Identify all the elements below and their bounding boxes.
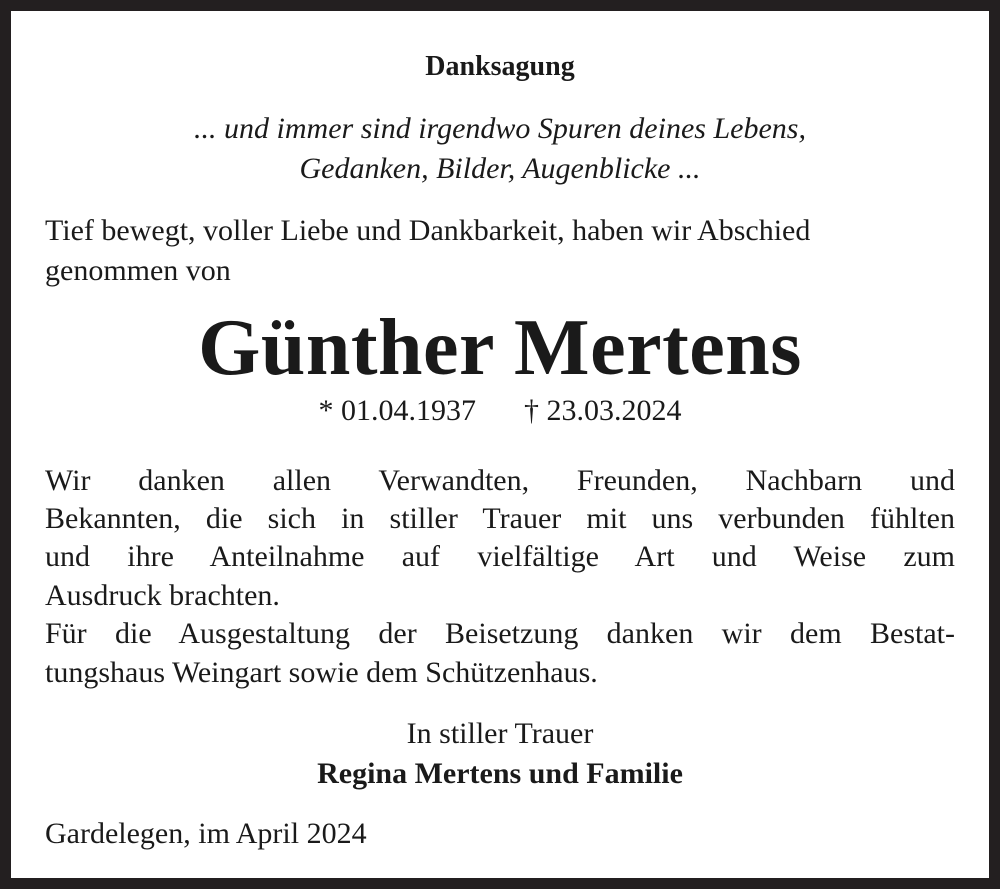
motto-line-2: Gedanken, Bilder, Augenblicke ... [299,152,701,185]
family-signature: Regina Mertens und Familie [317,757,683,790]
intro-line-1: Tief bewegt, voller Liebe und Dankbarkeit, haben wir Abschied [45,214,811,247]
thanks-line: und ihre Anteilnahme auf vielfältige Art und Weise zum [45,540,955,573]
birth-date: * 01.04.1937 [318,394,476,427]
thanks-line: Bekannten, die sich in stiller Trauer mit uns verbunden fühlten [45,502,955,535]
closing-phrase: In stiller Trauer [406,717,594,750]
motto-line-1: ... und immer sind irgendwo Spuren deines Lebens, [194,112,806,145]
thanks-line: Wir danken allen Verwandten, Freunden, Nachbarn und [45,464,955,497]
thanks-line: Ausdruck brachten. [45,579,280,612]
life-dates [11,394,989,428]
notice-heading: Danksagung [425,51,575,82]
place-date: Gardelegen, im April 2024 [45,817,367,850]
intro-line-2: genommen von [45,254,231,287]
death-date: † 23.03.2024 [524,394,682,427]
thanks-line: Für die Ausgestaltung der Beisetzung danken wir dem Bestat- [45,617,955,650]
thanks-line: tungshaus Weingart sowie dem Schützenhaus. [45,656,598,689]
deceased-name: Günther Mertens [198,304,802,392]
